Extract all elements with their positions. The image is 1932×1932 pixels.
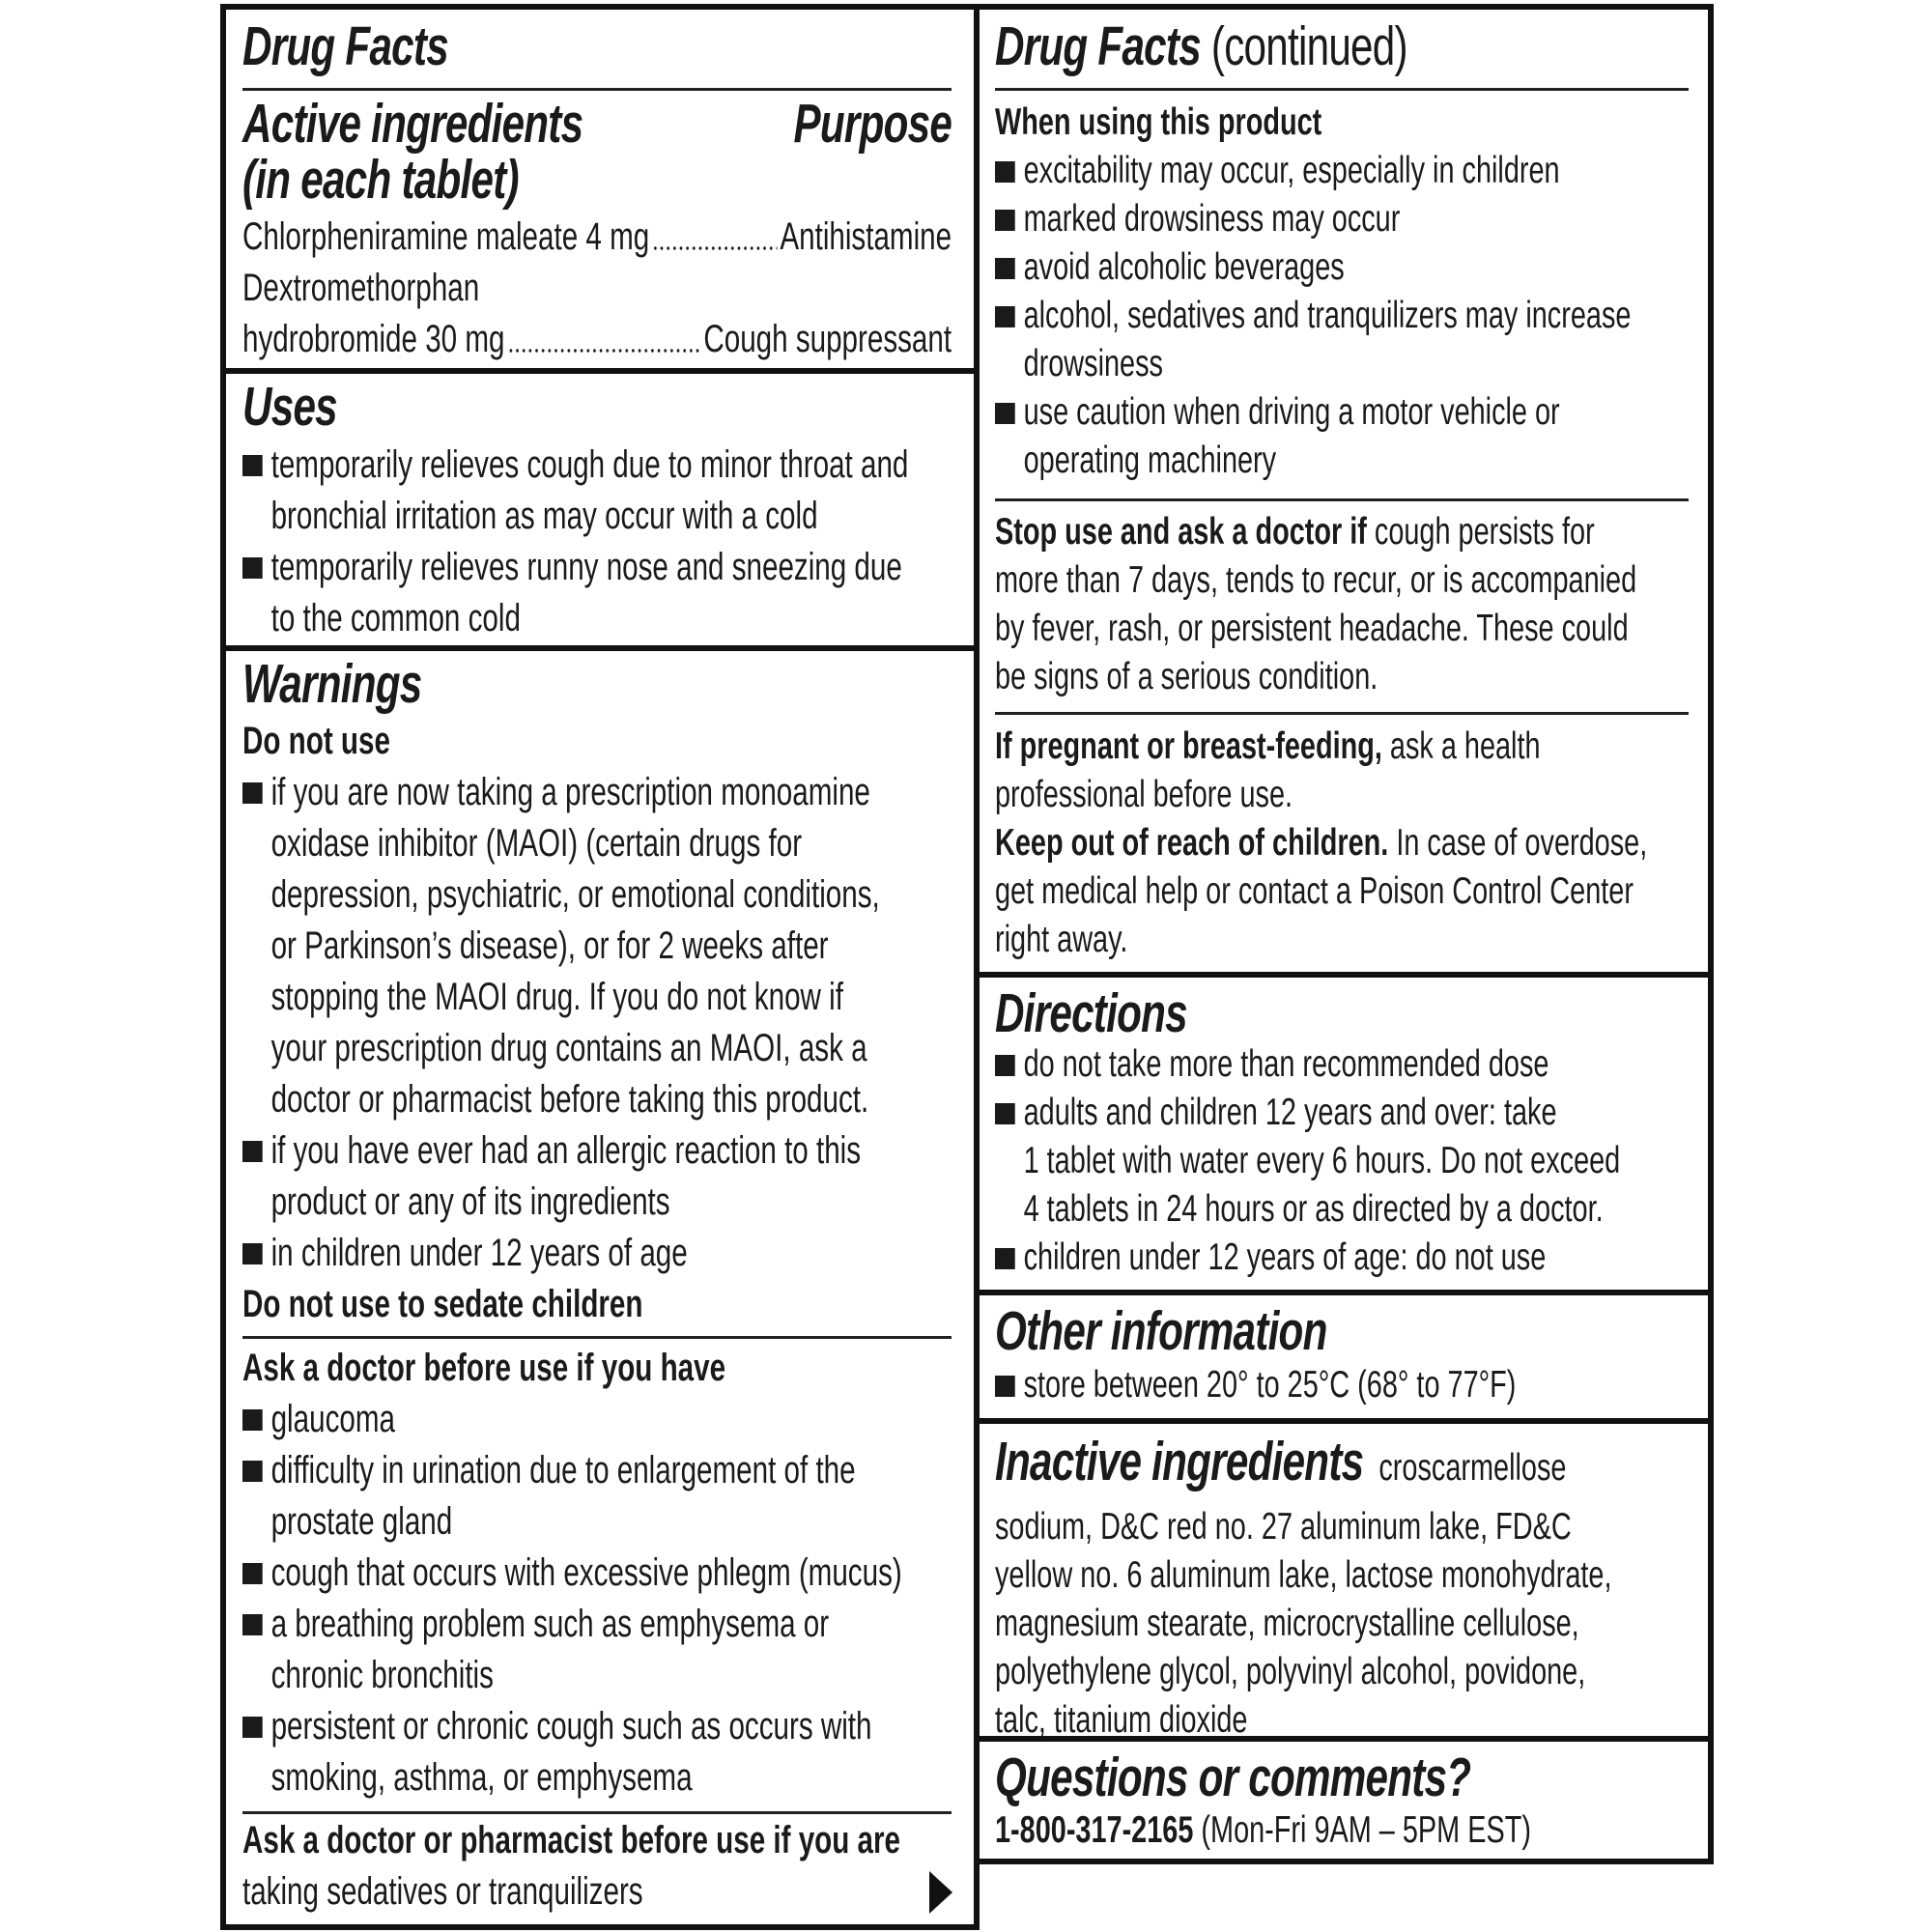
text-line: difficulty in urination due to enlargement of the	[270, 1449, 856, 1492]
do-not-use-list	[242, 767, 952, 1279]
list-item	[995, 147, 1689, 195]
ingredient-row	[242, 314, 952, 365]
bullet-square-icon	[242, 455, 263, 476]
list-item	[242, 542, 952, 644]
divider	[220, 645, 980, 651]
text-line: cough that occurs with excessive phlegm (mucus)	[270, 1551, 902, 1594]
text-line: stopping the MAOI drug. If you do not know if	[270, 976, 843, 1018]
text-line: drowsiness	[1023, 343, 1163, 384]
purpose-heading: Purpose	[793, 93, 952, 155]
list-item	[995, 195, 1689, 243]
text-line: product or any of its ingredients	[270, 1180, 670, 1223]
list-item	[995, 243, 1689, 292]
list-item	[995, 1040, 1689, 1089]
list-item	[242, 1701, 952, 1804]
heading-line: Active ingredients	[242, 93, 583, 155]
list-item	[242, 767, 952, 1125]
title: Drug Facts	[995, 15, 1201, 77]
continue-arrow-icon	[929, 1871, 952, 1914]
text-line: more than 7 days, tends to recur, or is accompanied	[995, 559, 1637, 601]
text-line: bronchial irritation as may occur with a cold	[270, 495, 818, 537]
bullet-square-icon	[242, 782, 263, 804]
divider	[995, 498, 1689, 501]
ingredient-name: hydrobromide 30 mg	[242, 318, 505, 360]
ask-doctor-list	[242, 1394, 952, 1804]
warnings-heading: Warnings	[242, 653, 422, 715]
do-not-use-heading: Do not use	[242, 720, 390, 762]
stop-use-lines	[995, 556, 1689, 701]
inactive-ingredients-heading: Inactive ingredients	[995, 1431, 1364, 1492]
text-line: temporarily relieves cough due to minor throat and	[270, 443, 909, 486]
other-information-heading: Other information	[995, 1300, 1327, 1362]
text-line: a breathing problem such as emphysema or	[270, 1603, 830, 1645]
ingredient-name: Chlorpheniramine maleate 4 mg	[242, 215, 650, 258]
ingredient-purpose: Antihistamine	[780, 215, 952, 258]
active-ingredients-table	[242, 212, 952, 365]
text-line: temporarily relieves runny nose and sneezing due	[270, 546, 902, 588]
bullet-square-icon	[995, 1103, 1015, 1124]
bullet-square-icon	[242, 1717, 263, 1738]
ask-pharmacist-section	[242, 1815, 952, 1918]
text-line: avoid alcoholic beverages	[1023, 246, 1345, 288]
divider	[220, 368, 980, 374]
directions-list	[995, 1040, 1689, 1282]
text-line: prostate gland	[270, 1500, 453, 1543]
directions-heading: Directions	[995, 982, 1187, 1044]
phone-number[interactable]: 1-800-317-2165	[995, 1809, 1194, 1851]
questions-heading: Questions or comments?	[995, 1747, 1471, 1808]
divider	[974, 1290, 1714, 1295]
bullet-square-icon	[242, 1141, 263, 1162]
keep-out-heading: Keep out of reach of children.	[995, 822, 1389, 864]
bullet-square-icon	[995, 258, 1015, 279]
sedate-warning: Do not use to sedate children	[242, 1283, 643, 1325]
divider	[974, 972, 1714, 978]
bullet-square-icon	[242, 1614, 263, 1635]
text-line: be signs of a serious condition.	[995, 656, 1378, 697]
divider	[995, 712, 1689, 715]
inactive-ingredients-section	[995, 1431, 1689, 1745]
bullet-square-icon	[242, 1243, 263, 1264]
text-line: talc, titanium dioxide	[995, 1699, 1248, 1741]
list-item	[995, 1234, 1689, 1282]
text-line: or Parkinson’s disease), or for 2 weeks after	[270, 924, 829, 967]
bullet-square-icon	[995, 210, 1015, 231]
title-suffix: (continued)	[1200, 15, 1407, 77]
ask-pharmacist-text: taking sedatives or tranquilizers	[242, 1870, 643, 1913]
text-line: oxidase inhibitor (MAOI) (certain drugs for	[270, 822, 803, 865]
text-line: marked drowsiness may occur	[1023, 198, 1401, 240]
dot-leader	[652, 245, 777, 251]
divider	[995, 88, 1689, 91]
list-item	[995, 292, 1689, 388]
text-line: if you have ever had an allergic reaction to this	[270, 1129, 862, 1172]
text-line: 1 tablet with water every 6 hours. Do not exceed	[1023, 1140, 1621, 1181]
ask-pharmacist-heading: Ask a doctor or pharmacist before use if you are	[242, 1819, 901, 1861]
drug-facts-title: Drug Facts	[242, 15, 448, 77]
text-line: operating machinery	[1023, 440, 1277, 481]
stop-use-section	[995, 508, 1689, 701]
text-line: your prescription drug contains an MAOI, ask a	[270, 1027, 867, 1069]
list-item	[995, 1089, 1689, 1234]
text-line: chronic bronchitis	[270, 1654, 494, 1696]
pregnant-heading: If pregnant or breast-feeding,	[995, 725, 1382, 767]
divider	[242, 1811, 952, 1814]
uses-heading: Uses	[242, 376, 337, 438]
bullet-square-icon	[995, 1248, 1015, 1269]
list-item	[242, 1125, 952, 1228]
list-item	[242, 440, 952, 542]
text-line: magnesium stearate, microcrystalline cellulose,	[995, 1603, 1579, 1644]
when-using-list	[995, 147, 1689, 485]
bullet-square-icon	[995, 1055, 1015, 1076]
text-line: alcohol, sedatives and tranquilizers may increase	[1023, 295, 1632, 336]
text: In case of overdose,	[1388, 822, 1648, 864]
text-line: persistent or chronic cough such as occurs with	[270, 1705, 872, 1747]
text-line: children under 12 years of age: do not use	[1023, 1236, 1547, 1278]
ingredient-name: Dextromethorphan	[242, 267, 480, 309]
bullet-square-icon	[242, 1409, 263, 1431]
uses-list	[242, 440, 952, 644]
ask-doctor-heading: Ask a doctor before use if you have	[242, 1347, 726, 1389]
list-item	[995, 388, 1689, 485]
text-line: by fever, rash, or persistent headache. These could	[995, 608, 1629, 649]
text-line: adults and children 12 years and over: take	[1023, 1092, 1557, 1133]
list-item	[242, 1599, 952, 1701]
when-using-heading: When using this product	[995, 101, 1322, 143]
heading-line: (in each tablet)	[242, 149, 519, 211]
text-line: sodium, D&C red no. 27 aluminum lake, FD&C	[995, 1506, 1572, 1548]
list-item	[242, 1445, 952, 1548]
other-information-list	[995, 1361, 1689, 1409]
pregnancy-section	[995, 723, 1689, 964]
warnings-body	[242, 716, 952, 1330]
ask-doctor-section	[242, 1343, 952, 1804]
bullet-square-icon	[995, 161, 1015, 183]
text-line: right away.	[995, 919, 1128, 960]
text: ask a health	[1381, 725, 1541, 767]
text-line: use caution when driving a motor vehicle or	[1023, 391, 1560, 433]
text-line: 4 tablets in 24 hours or as directed by a doctor.	[1023, 1188, 1604, 1230]
list-item	[242, 1548, 952, 1599]
text-line: depression, psychiatric, or emotional conditions,	[270, 873, 880, 916]
text-line: glaucoma	[270, 1398, 395, 1440]
divider	[974, 1418, 1714, 1424]
text-line: professional before use.	[995, 774, 1293, 815]
text-line: get medical help or contact a Poison Control Center	[995, 870, 1634, 912]
text-line: in children under 12 years of age	[270, 1232, 688, 1274]
text-line: yellow no. 6 aluminum lake, lactose monohydrate,	[995, 1554, 1612, 1596]
when-using-section	[995, 99, 1689, 485]
inactive-lines	[995, 1503, 1689, 1745]
list-item	[995, 1361, 1689, 1409]
text-line: store between 20° to 25°C (68° to 77°F)	[1023, 1364, 1517, 1406]
ingredient-row	[242, 212, 952, 263]
text-line: to the common cold	[270, 597, 521, 639]
list-item	[242, 1394, 952, 1445]
dot-leader	[507, 348, 700, 354]
list-item	[242, 1228, 952, 1279]
text-line: if you are now taking a prescription monoamine	[270, 771, 870, 813]
bullet-square-icon	[995, 403, 1015, 424]
divider	[242, 1336, 952, 1339]
divider	[242, 88, 952, 91]
ingredient-purpose: Cough suppressant	[703, 318, 952, 360]
text-line: smoking, asthma, or emphysema	[270, 1756, 693, 1799]
text: croscarmellose	[1363, 1447, 1567, 1489]
stop-use-heading: Stop use and ask a doctor if	[995, 511, 1367, 553]
text-line: do not take more than recommended dose	[1023, 1043, 1549, 1085]
bullet-square-icon	[995, 1376, 1015, 1397]
text-line: doctor or pharmacist before taking this product.	[270, 1078, 869, 1121]
bullet-square-icon	[242, 1563, 263, 1584]
bullet-square-icon	[242, 557, 263, 579]
keep-out-lines	[995, 867, 1689, 964]
pregnant-lines	[995, 771, 1689, 819]
active-ingredients-heading	[242, 93, 952, 211]
questions-contact	[995, 1806, 1689, 1855]
drug-facts-continued-title	[995, 15, 1689, 77]
text: cough persists for	[1366, 511, 1595, 553]
text-line: polyethylene glycol, polyvinyl alcohol, povidone,	[995, 1651, 1586, 1692]
bullet-square-icon	[995, 306, 1015, 327]
text-line: excitability may occur, especially in children	[1023, 150, 1560, 191]
hours: (Mon-Fri 9AM – 5PM EST)	[1193, 1809, 1531, 1851]
bullet-square-icon	[242, 1461, 263, 1482]
